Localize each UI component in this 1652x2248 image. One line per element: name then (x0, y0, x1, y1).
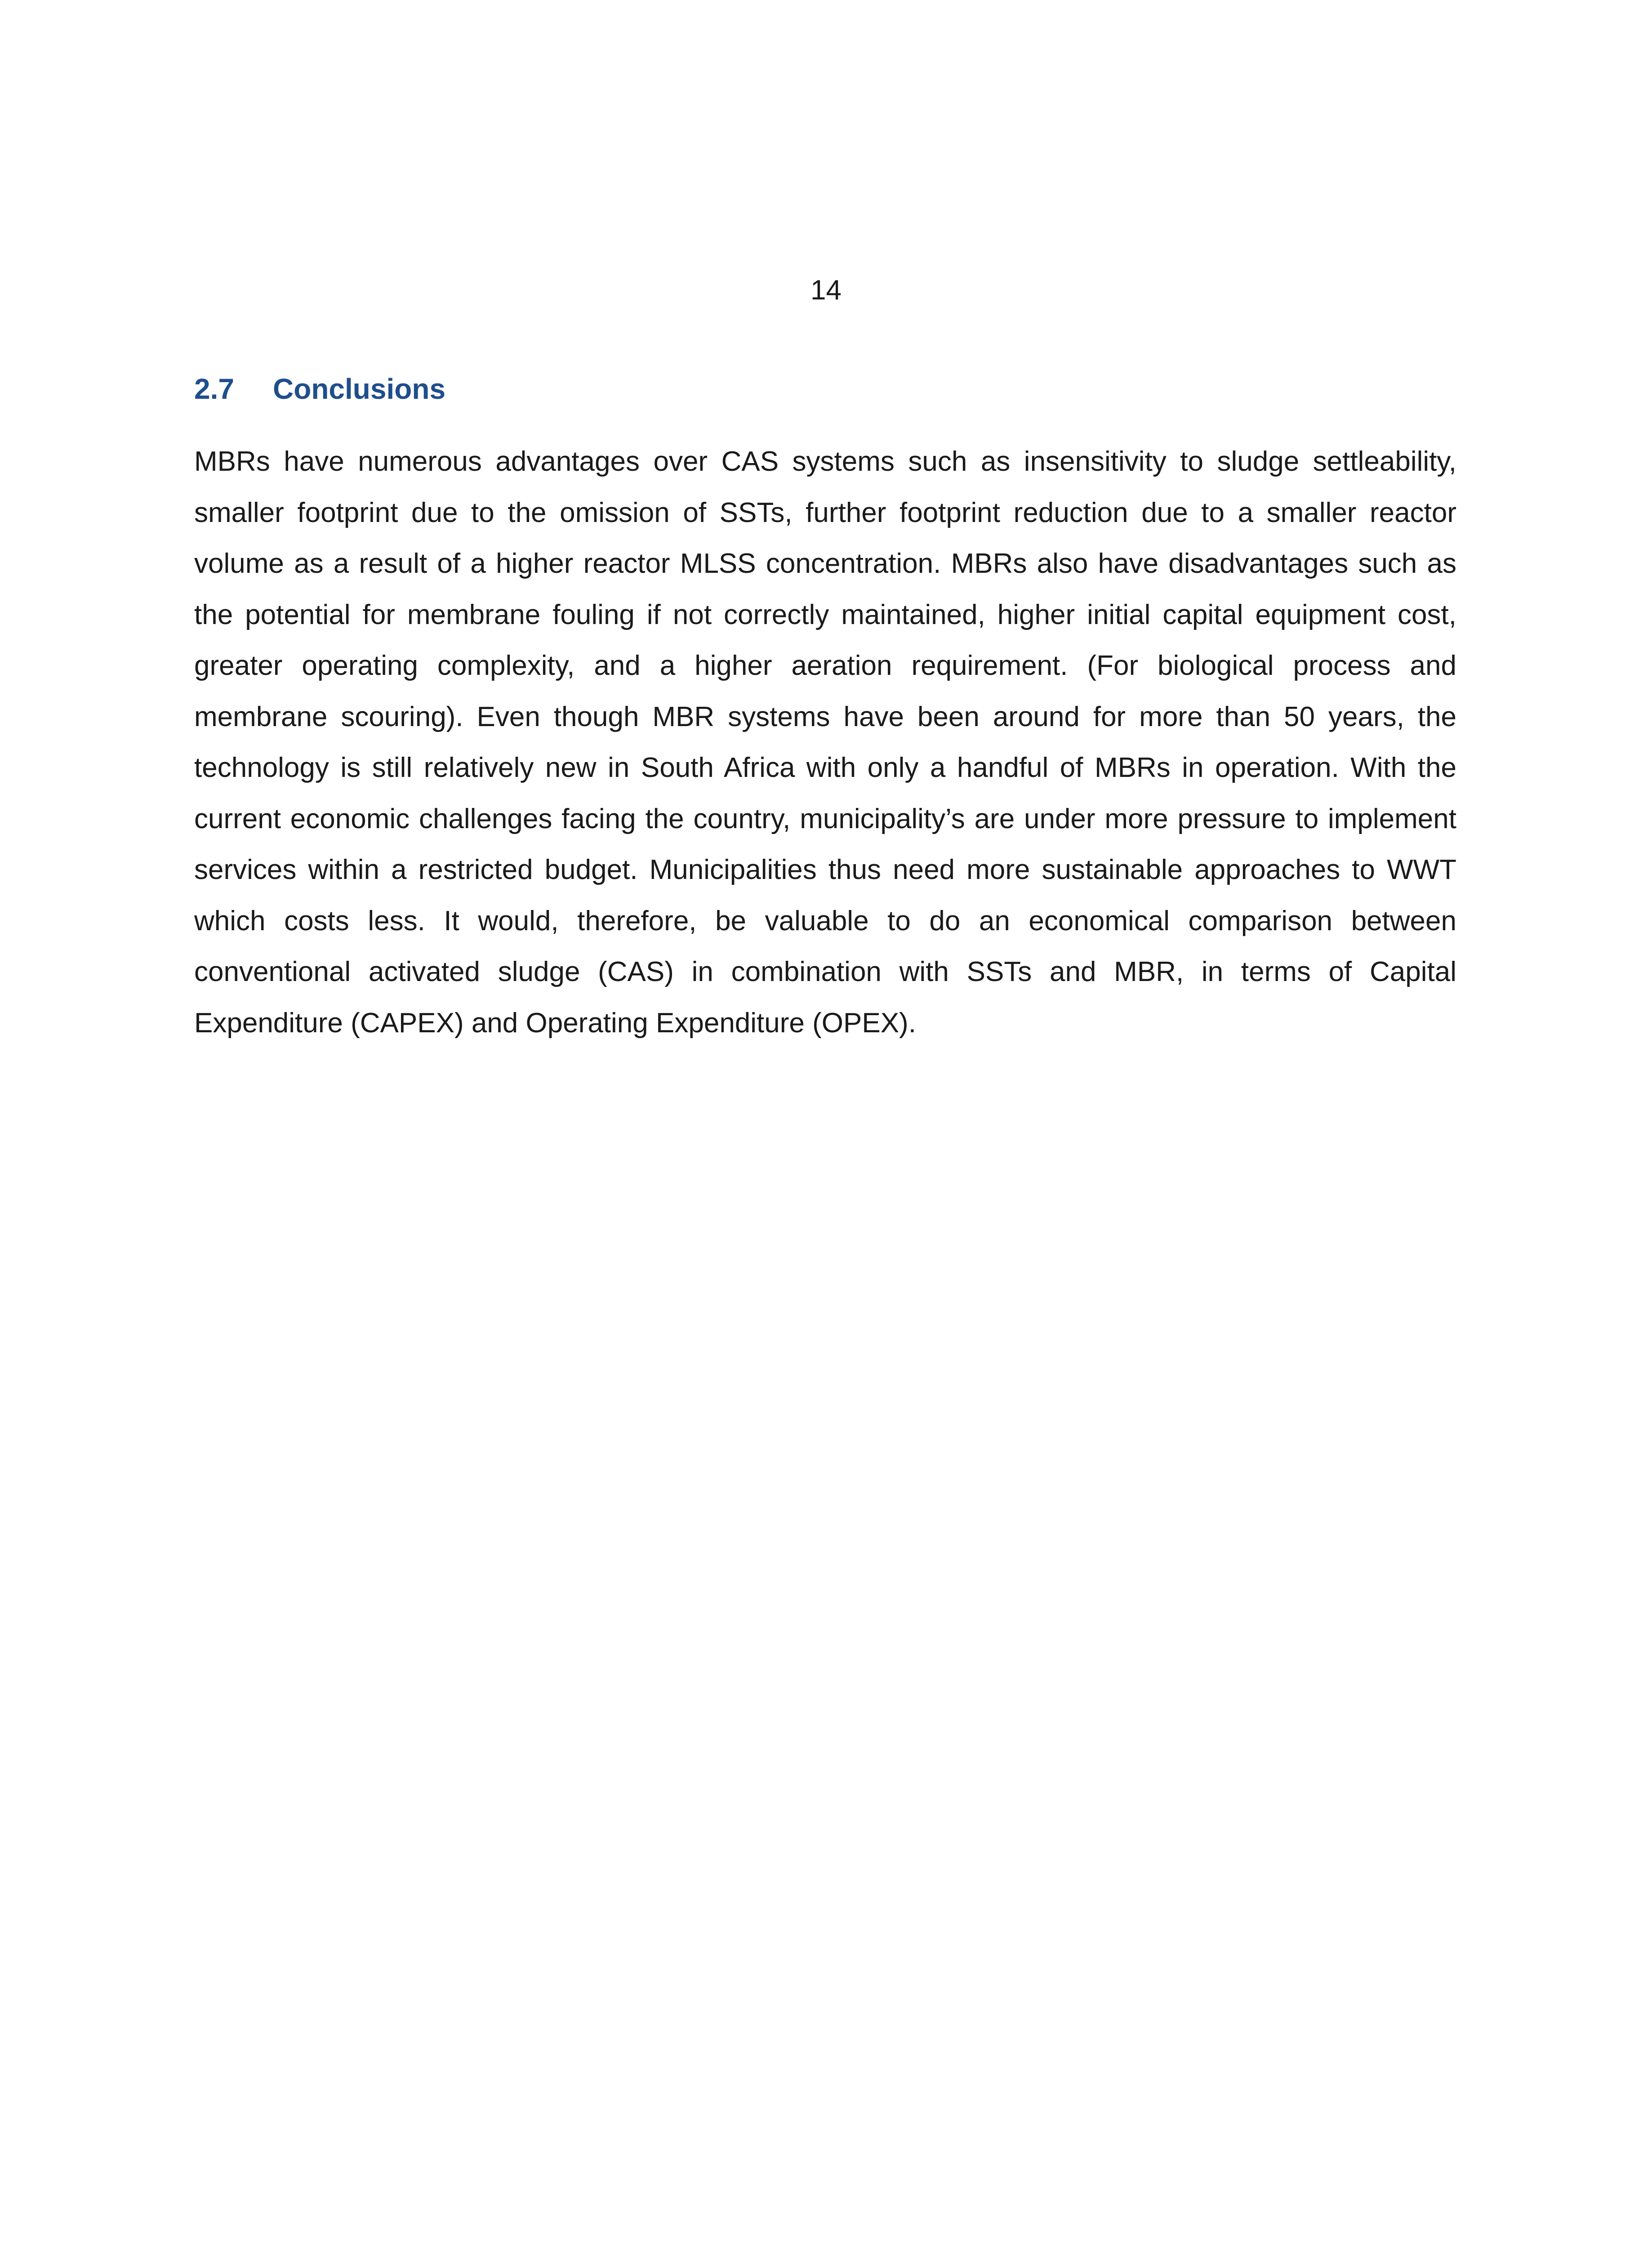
section-heading (194, 369, 445, 409)
section-number: 2.7 (194, 373, 234, 405)
page-number: 14 (810, 275, 842, 306)
section-title: Conclusions (273, 373, 446, 405)
conclusion-paragraph: MBRs have numerous advantages over CAS systems such as insensitivity to sludge settleability, smaller footprint due to the omission of SSTs, further footprint reduction due to a smaller reactor volume as a result of a higher reactor MLSS concentration. MBRs also have disadvantages such as the potential for membrane fouling if not correctly maintained, higher initial capital equipment cost, greater operating complexity, and a higher aeration requirement. (For biological process and membrane scouring). Even though MBR systems have been around for more than 50 years, the technology is still relatively new in South Africa with only a handful of MBRs in operation. With the current economic challenges facing the country, municipality’s are under more pressure to implement services within a restricted budget. Municipalities thus need more sustainable approaches to WWT which costs less. It would, therefore, be valuable to do an economical comparison between conventional activated sludge (CAS) in combination with SSTs and MBR, in terms of Capital Expenditure (CAPEX) and Operating Expenditure (OPEX). (194, 446, 1456, 1039)
